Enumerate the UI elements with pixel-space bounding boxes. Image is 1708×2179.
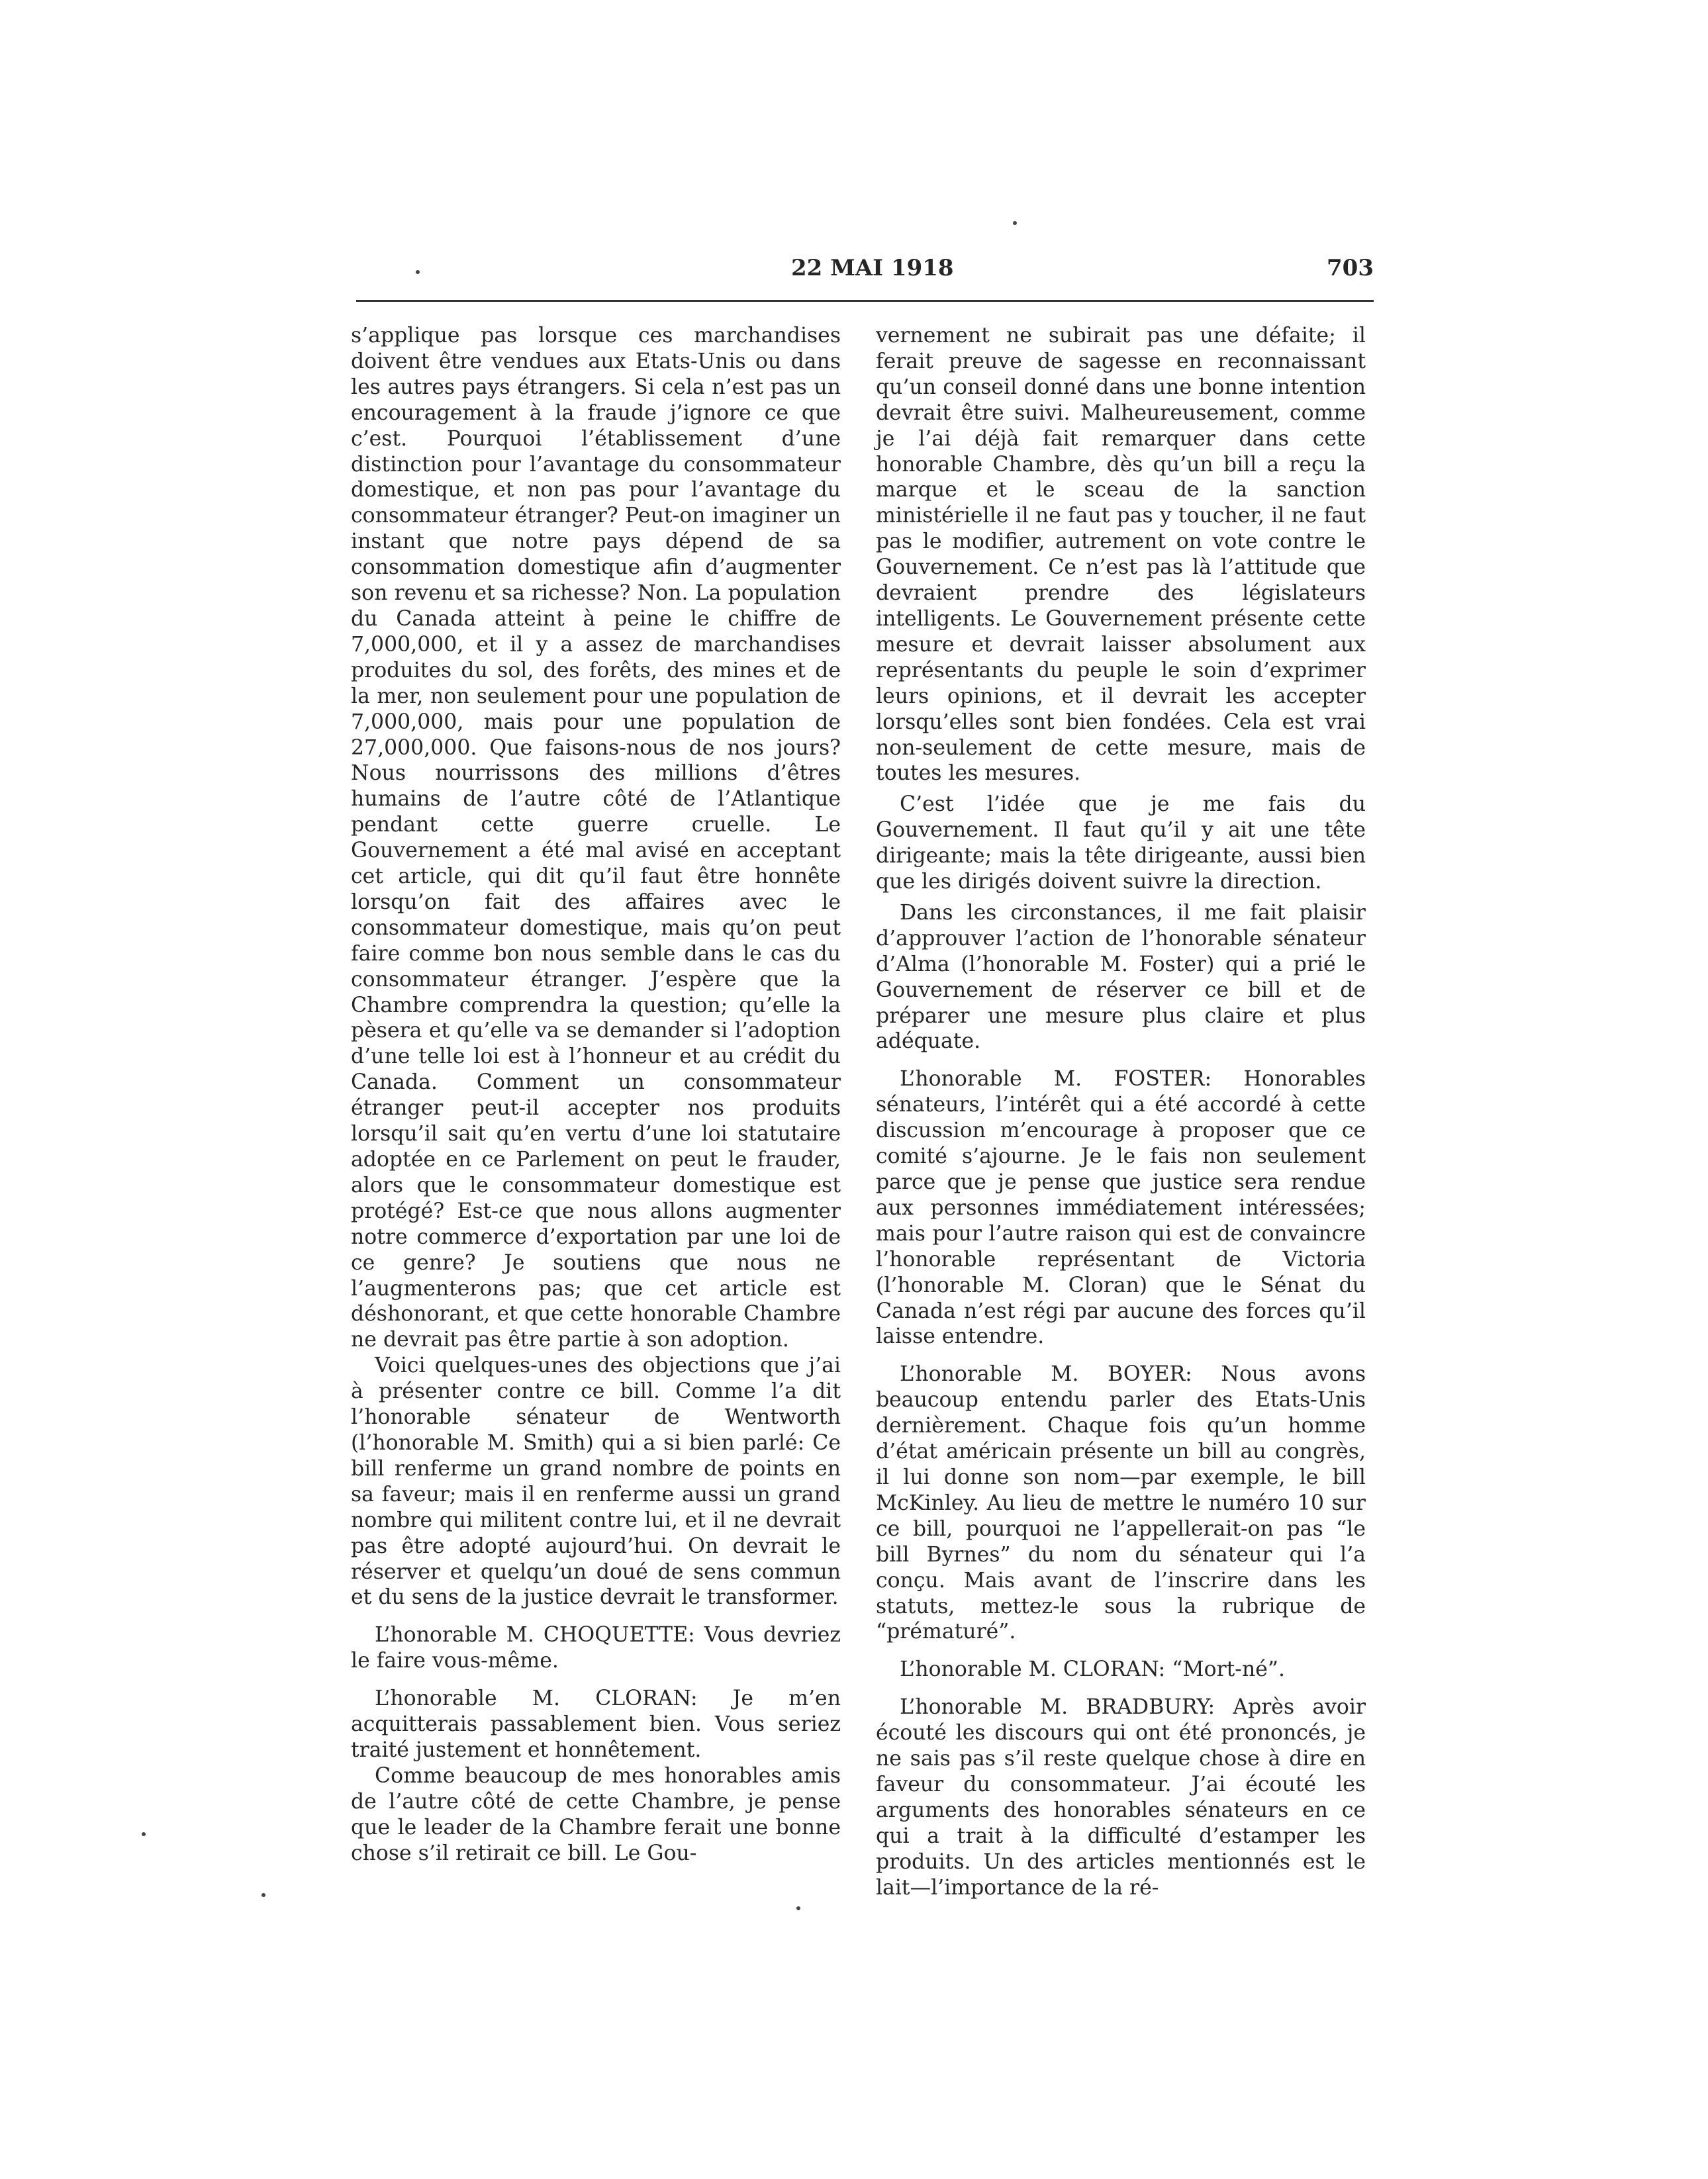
scan-speck	[142, 1832, 146, 1836]
page-number: 703	[1327, 255, 1374, 281]
scan-speck	[416, 270, 420, 274]
paragraph: Voici quelques-unes des objections que j’ai à présenter contre ce bill. Comme l’a dit l’honorable sénateur de Wentworth (l’honorable M. Smith) qui a si bien parlé: Ce bill renferme un grand nombre de points en sa faveur; mais il en renferme aussi un grand nombre qui militent contre lui, et il ne devrait pas être adopté aujourd’hui. On devrait le réserver et quelqu’un doué de sens commun et du sens de la justice devrait le transformer.	[351, 1354, 841, 1610]
paragraph: Dans les circonstances, il me fait plaisir d’approuver l’action de l’honorable sénateur d’Alma (l’honorable M. Foster) qui a prié le Gouvernement de réserver ce bill et de préparer une mesure plus claire et plus adéquate.	[876, 900, 1366, 1054]
paragraph: L’honorable M. BRADBURY: Après avoir écouté les discours qui ont été prononcés, je ne sais pas s’il reste quelque chose à dire en faveur du consommateur. J’ai écouté les arguments des honorables sénateurs en ce qui a trait à la difficulté d’estamper les produits. Un des articles mentionnés est le lait—l’importance de la ré-	[876, 1695, 1366, 1900]
header-date: 22 MAI 1918	[791, 255, 954, 281]
paragraph: C’est l’idée que je me fais du Gouvernement. Il faut qu’il y ait une tête dirigeante; mais la tête dirigeante, aussi bien que les dirigés doivent suivre la direction.	[876, 792, 1366, 894]
left-column	[351, 323, 841, 1866]
header-rule	[356, 300, 1374, 302]
scan-speck	[261, 1893, 265, 1897]
right-column	[876, 323, 1366, 1900]
paragraph: L’honorable M. CLORAN: Je m’en acquitterais passablement bien. Vous seriez traité justement et honnêtement.	[351, 1687, 841, 1762]
scan-speck	[796, 1906, 800, 1910]
paragraph: L’honorable M. BOYER: Nous avons beaucoup entendu parler des Etats-Unis dernièrement. Chaque fois qu’un homme d’état américain présente un bill au congrès, il lui donne son nom—par exemple, le bill McKinley. Au lieu de mettre le numéro 10 sur ce bill, pourquoi ne l’appellerait-on pas “le bill Byrnes” du nom du sénateur qui l’a conçu. Mais avant de l’inscrire dans les statuts, mettez-le sous la rubrique de “prématuré”.	[876, 1362, 1366, 1644]
paragraph: L’honorable M. FOSTER: Honorables sénateurs, l’intérêt qui a été accordé à cette discussion m’encourage à proposer que ce comité s’ajourne. Je le fais non seulement parce que je pense que justice sera rendue aux personnes immédiatement intéressées; mais pour l’autre raison qui est de convaincre l’honorable représentant de Victoria (l’honorable M. Cloran) que le Sénat du Canada n’est régi par aucune des forces qu’il laisse entendre.	[876, 1067, 1366, 1349]
page-header	[351, 255, 1374, 295]
scan-speck	[1013, 221, 1017, 225]
paragraph: L’honorable M. CLORAN: “Mort-né”.	[900, 1657, 1285, 1682]
paragraph: Comme beaucoup de mes honorables amis de l’autre côté de cette Chambre, je pense que le leader de la Chambre ferait une bonne chose s’il retirait ce bill. Le Gou-	[351, 1763, 841, 1865]
paragraph: L’honorable M. CHOQUETTE: Vous devriez le faire vous-même.	[351, 1623, 841, 1673]
paragraph: s’applique pas lorsque ces marchandises doivent être vendues aux Etats-Unis ou dans les autres pays étrangers. Si cela n’est pas un encouragement à la fraude j’ignore ce que c’est. Pourquoi l’établissement d’une distinction pour l’avantage du consommateur domestique, et non pas pour l’avantage du consommateur étranger? Peut-on imaginer un instant que notre pays dépend de sa consommation domestique afin d’augmenter son revenu et sa richesse? Non. La population du Canada atteint à peine le chiffre de 7,000,000, et il y a assez de marchandises produites du sol, des forêts, des mines et de la mer, non seulement pour une population de 7,000,000, mais pour une population de 27,000,000. Que faisons-nous de nos jours? Nous nourrissons des millions d’êtres humains de l’autre côté de l’Atlantique pendant cette guerre cruelle. Le Gouvernement a été mal avisé en acceptant cet article, qui dit qu’il faut être honnête lorsqu’on fait des affaires avec le consommateur domestique, mais qu’on peut faire comme bon nous semble dans le cas du consommateur étranger. J’espère que la Chambre comprendra la question; qu’elle la pèsera et qu’elle va se demander si l’adoption d’une telle loi est à l’honneur et au crédit du Canada. Comment un consommateur étranger peut-il accepter nos produits lorsqu’il sait qu’en vertu d’une loi statutaire adoptée en ce Parlement on peut le frauder, alors que le consommateur domestique est protégé? Est-ce que nous allons augmenter notre commerce d’exportation par une loi de ce genre? Je soutiens que nous ne l’augmenterons pas; que cet article est déshonorant, et que cette honorable Chambre ne devrait pas être partie à son adoption.	[351, 324, 841, 1352]
paragraph: vernement ne subirait pas une défaite; il ferait preuve de sagesse en reconnaissant qu’un conseil donné dans une bonne intention devrait être suivi. Malheureusement, comme je l’ai déjà fait remarquer dans cette honorable Chambre, dès qu’un bill a reçu la marque et le sceau de la sanction ministérielle il ne faut pas y toucher, il ne faut pas le modifier, autrement on vote contre le Gouvernement. Ce n’est pas là l’attitude que devraient prendre des législateurs intelligents. Le Gouvernement présente cette mesure et devrait laisser absolument aux représentants du peuple le soin d’exprimer leurs opinions, et il devrait les accepter lorsqu’elles sont bien fondées. Cela est vrai non-seulement de cette mesure, mais de toutes les mesures.	[876, 324, 1366, 786]
